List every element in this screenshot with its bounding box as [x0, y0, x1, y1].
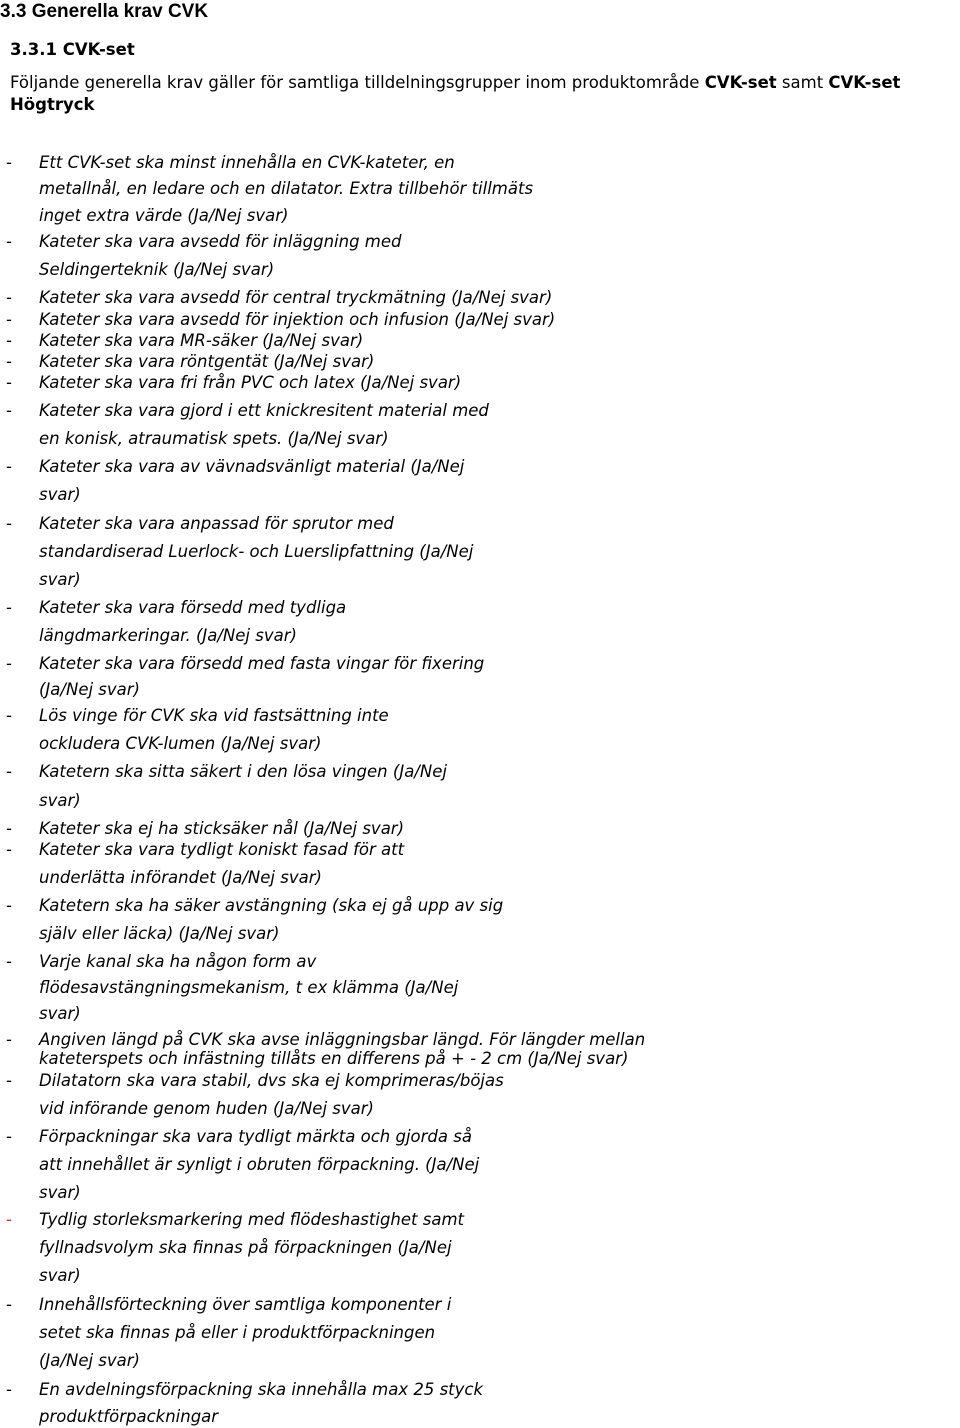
requirement-text: Kateter ska vara avsedd för inläggning med	[39, 232, 402, 251]
intro-text-2: samt	[776, 73, 829, 92]
list-dash: -	[6, 1030, 12, 1049]
requirement-text: Kateter ska vara gjord i ett knickresitent material med	[39, 401, 489, 420]
list-dash: -	[6, 331, 12, 350]
requirement-text: Kateter ska ej ha sticksäker nål (Ja/Nej svar)	[39, 819, 405, 838]
requirement-text: Kateter ska vara avsedd för central tryckmätning (Ja/Nej svar)	[39, 288, 553, 307]
list-dash: -	[6, 288, 12, 307]
section-heading: 3.3 Generella krav CVK	[0, 1, 209, 22]
requirement-text: Ett CVK-set ska minst innehålla en CVK-kateter, en	[39, 153, 455, 172]
list-dash: -	[6, 514, 12, 533]
requirement-text: underlätta införandet (Ja/Nej svar)	[39, 868, 322, 887]
requirement-text: inget extra värde (Ja/Nej svar)	[39, 206, 289, 225]
requirement-text: själv eller läcka) (Ja/Nej svar)	[39, 924, 280, 943]
list-dash-highlighted: -	[6, 1210, 12, 1229]
intro-bold-1: CVK-set	[704, 73, 777, 92]
requirement-text: (Ja/Nej svar)	[39, 680, 140, 699]
list-dash: -	[6, 706, 12, 725]
requirement-text: svar)	[39, 570, 81, 589]
requirement-text: (Ja/Nej svar)	[39, 1351, 140, 1370]
list-dash: -	[6, 840, 12, 859]
requirement-text: ockludera CVK-lumen (Ja/Nej svar)	[39, 734, 322, 753]
list-dash: -	[6, 819, 12, 838]
list-dash: -	[6, 153, 12, 172]
requirement-text: Kateter ska vara avsedd för injektion och infusion (Ja/Nej svar)	[39, 310, 556, 329]
list-dash: -	[6, 352, 12, 371]
requirement-text: produktförpackningar	[39, 1407, 219, 1426]
requirement-text: En avdelningsförpackning ska innehålla max 25 styck	[39, 1380, 484, 1399]
requirement-text: flödesavstängningsmekanism, t ex klämma (Ja/Nej	[39, 978, 459, 997]
list-dash: -	[6, 373, 12, 392]
list-dash: -	[6, 1071, 12, 1090]
list-dash: -	[6, 1295, 12, 1314]
requirement-text: Innehållsförteckning över samtliga komponenter i	[39, 1295, 452, 1314]
requirement-text: svar)	[39, 1266, 81, 1285]
requirement-text: svar)	[39, 1183, 81, 1202]
requirement-text: standardiserad Luerlock- och Luerslipfattning (Ja/Nej	[39, 542, 474, 561]
list-dash: -	[6, 232, 12, 251]
requirement-text: längdmarkeringar. (Ja/Nej svar)	[39, 626, 297, 645]
requirement-text: Lös vinge för CVK ska vid fastsättning inte	[39, 706, 389, 725]
requirement-text: Kateter ska vara MR-säker (Ja/Nej svar)	[39, 331, 364, 350]
intro-text-1: Följande generella krav gäller för samtliga tilldelningsgrupper inom produktområde	[10, 73, 705, 92]
list-dash: -	[6, 762, 12, 781]
requirement-text: Dilatatorn ska vara stabil, dvs ska ej komprimeras/böjas	[39, 1071, 504, 1090]
intro-bold-2: CVK-set Högtryck	[10, 73, 901, 114]
requirement-text: metallnål, en ledare och en dilatator. Extra tillbehör tillmäts	[39, 179, 534, 198]
requirement-text: svar)	[39, 1004, 81, 1023]
requirement-text: kateterspets och infästning tillåts en differens på + - 2 cm (Ja/Nej svar)	[39, 1049, 629, 1068]
requirement-text: svar)	[39, 485, 81, 504]
requirement-text: Varje kanal ska ha någon form av	[39, 952, 317, 971]
requirement-text: Förpackningar ska vara tydligt märkta och gjorda så	[39, 1127, 472, 1146]
requirement-text: Kateter ska vara försedd med fasta vingar för fixering	[39, 654, 485, 673]
list-dash: -	[6, 1380, 12, 1399]
requirement-text: setet ska finnas på eller i produktförpackningen	[39, 1323, 436, 1342]
requirement-text: svar)	[39, 791, 81, 810]
requirement-text: Katetern ska ha säker avstängning (ska ej gå upp av sig	[39, 896, 504, 915]
list-dash: -	[6, 1127, 12, 1146]
requirement-text: fyllnadsvolym ska finnas på förpackningen (Ja/Nej	[39, 1238, 452, 1257]
requirement-text: Seldingerteknik (Ja/Nej svar)	[39, 260, 275, 279]
requirement-text: Tydlig storleksmarkering med flödeshastighet samt	[39, 1210, 465, 1229]
list-dash: -	[6, 401, 12, 420]
requirement-text: att innehållet är synligt i obruten förpackning. (Ja/Nej	[39, 1155, 480, 1174]
list-dash: -	[6, 598, 12, 617]
list-dash: -	[6, 952, 12, 971]
requirement-text: Kateter ska vara anpassad för sprutor med	[39, 514, 394, 533]
requirement-text: vid införande genom huden (Ja/Nej svar)	[39, 1099, 374, 1118]
list-dash: -	[6, 654, 12, 673]
requirement-text: Kateter ska vara röntgentät (Ja/Nej svar)	[39, 352, 375, 371]
requirement-text: Kateter ska vara försedd med tydliga	[39, 598, 347, 617]
list-dash: -	[6, 457, 12, 476]
requirement-text: Kateter ska vara tydligt koniskt fasad för att	[39, 840, 405, 859]
list-dash: -	[6, 896, 12, 915]
requirement-text: Kateter ska vara av vävnadsvänligt material (Ja/Nej	[39, 457, 465, 476]
requirement-text: Katetern ska sitta säkert i den lösa vingen (Ja/Nej	[39, 762, 447, 781]
requirement-text: en konisk, atraumatisk spets. (Ja/Nej svar)	[39, 429, 389, 448]
list-dash: -	[6, 310, 12, 329]
subsection-heading: 3.3.1 CVK-set	[10, 40, 135, 59]
intro-paragraph	[10, 72, 955, 116]
requirement-text: Kateter ska vara fri från PVC och latex (Ja/Nej svar)	[39, 373, 462, 392]
requirement-text: Angiven längd på CVK ska avse inläggningsbar längd. För längder mellan	[39, 1030, 646, 1049]
